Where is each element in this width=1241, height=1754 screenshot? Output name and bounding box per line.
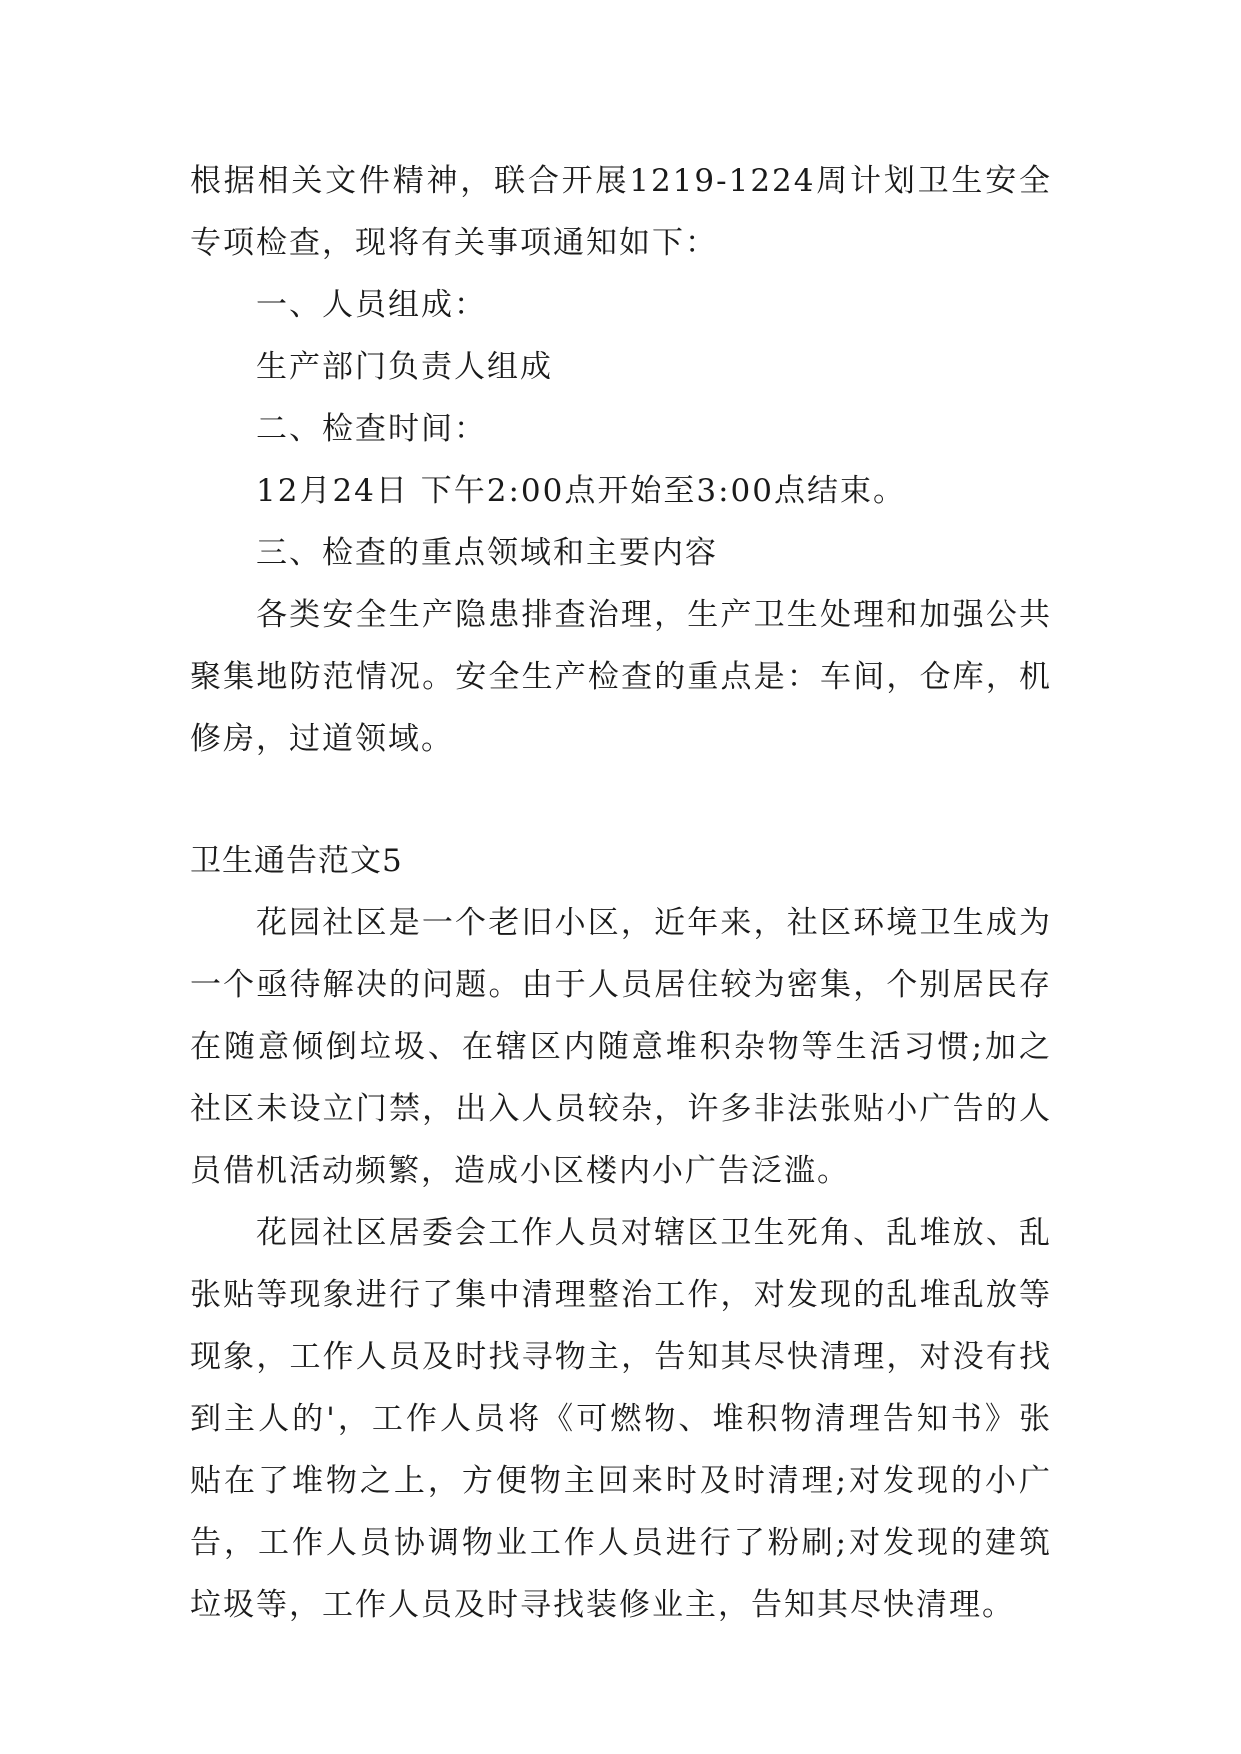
time-heading: 二、检查时间： <box>256 411 487 447</box>
personnel-heading: 一、人员组成： <box>256 287 487 323</box>
document-page <box>190 150 1052 1636</box>
time-text: 12月24日 下午2:00点开始至3:00点结束。 <box>256 473 906 509</box>
cleanup-paragraph: 花园社区居委会工作人员对辖区卫生死角、乱堆放、乱张贴等现象进行了集中清理整治工作，对发现的乱堆乱放等现象，工作人员及时找寻物主，告知其尽快清理，对没有找到主人的'，工作人员将《可燃物、堆积物清理告知书》张贴在了堆物之上，方便物主回来时及时清理;对发现的小广告，工作人员协调物业工作人员进行了粉刷;对发现的建筑垃圾等，工作人员及时寻找装修业主，告知其尽快清理。 <box>190 1215 1052 1623</box>
section-title: 卫生通告范文5 <box>190 843 403 879</box>
focus-text: 各类安全生产隐患排查治理，生产卫生处理和加强公共聚集地防范情况。安全生产检查的重点是：车间，仓库，机修房，过道领域。 <box>190 597 1052 757</box>
community-paragraph: 花园社区是一个老旧小区，近年来，社区环境卫生成为一个亟待解决的问题。由于人员居住较为密集，个别居民存在随意倾倒垃圾、在辖区内随意堆积杂物等生活习惯;加之社区未设立门禁，出入人员较杂，许多非法张贴小广告的人员借机活动频繁，造成小区楼内小广告泛滥。 <box>190 905 1052 1189</box>
personnel-text: 生产部门负责人组成 <box>256 349 553 385</box>
focus-heading: 三、检查的重点领域和主要内容 <box>256 535 718 571</box>
intro-paragraph: 根据相关文件精神，联合开展1219-1224周计划卫生安全专项检查，现将有关事项通知如下： <box>190 163 1052 261</box>
section-gap <box>190 770 1052 830</box>
